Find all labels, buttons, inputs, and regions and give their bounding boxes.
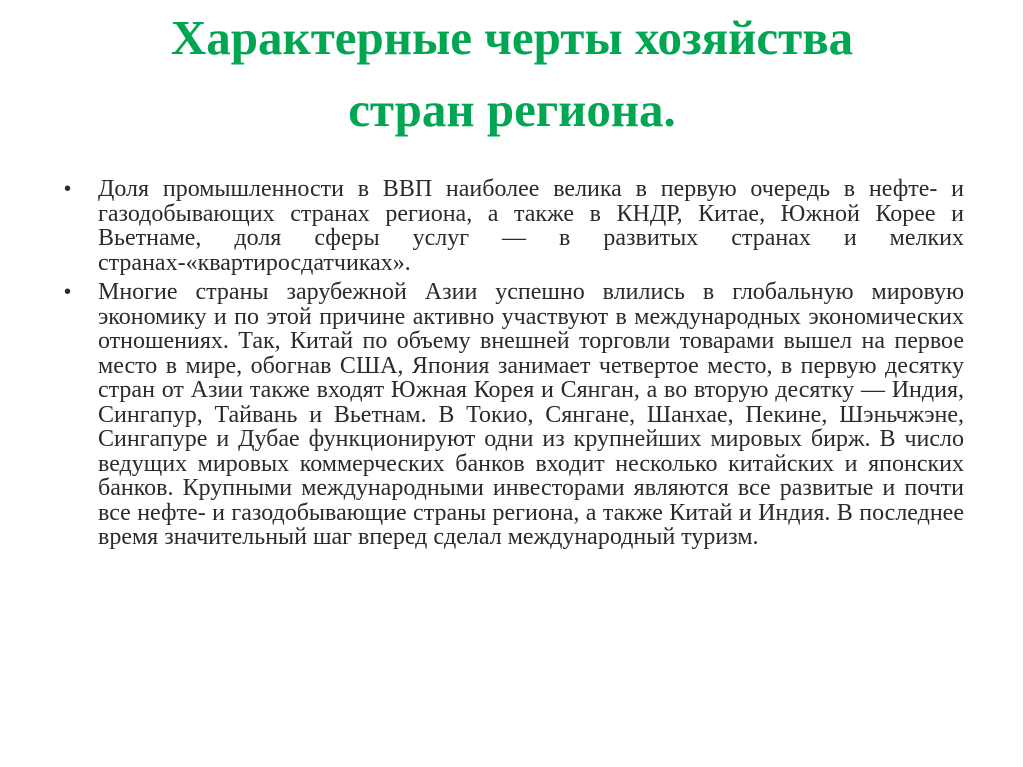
slide-title-line: Характерные черты хозяйства bbox=[170, 10, 854, 65]
bullet-list bbox=[60, 177, 964, 555]
bullet-item bbox=[60, 280, 964, 550]
bullet-text: Доля промышленности в ВВП наиболее велика в первую очередь в нефте- и газодобывающих странах региона, а также в КНДР, Китае, Южной Корее и Вьетнаме, доля сферы услуг — в развитых странах и мелких странах-«квартиросдатчиках». bbox=[98, 176, 964, 276]
slide-title bbox=[60, 2, 964, 146]
bullet-item bbox=[60, 177, 964, 275]
slide-title-line: стран региона. bbox=[348, 82, 676, 137]
bullet-text: Многие страны зарубежной Азии успешно влились в глобальную мировую экономику и по этой причине активно участвуют в международных экономических отношениях. Так, Китай по объему внешней торговли товарами вышел на первое место в мире, обогнав США, Япония занимает четвертое место, в первую десятку стран от Азии также входят Южная Корея и Сянган, а во вторую десятку — Индия, Сингапур, Тайвань и Вьетнам. В Токио, Сянгане, Шанхае, Пекине, Шэньчжэне, Сингапуре и Дубае функционируют одни из крупнейших мировых бирж. В число ведущих мировых коммерческих банков входит несколько китайских и японских банков. Крупными международными инвесторами являются все развитые и почти все нефте- и газодобывающие страны региона, а также Китай и Индия. В последнее время значительный шаг вперед сделал международный туризм. bbox=[98, 279, 964, 550]
bullet-dot-icon: • bbox=[64, 178, 72, 200]
bullet-dot-icon: • bbox=[64, 281, 72, 303]
